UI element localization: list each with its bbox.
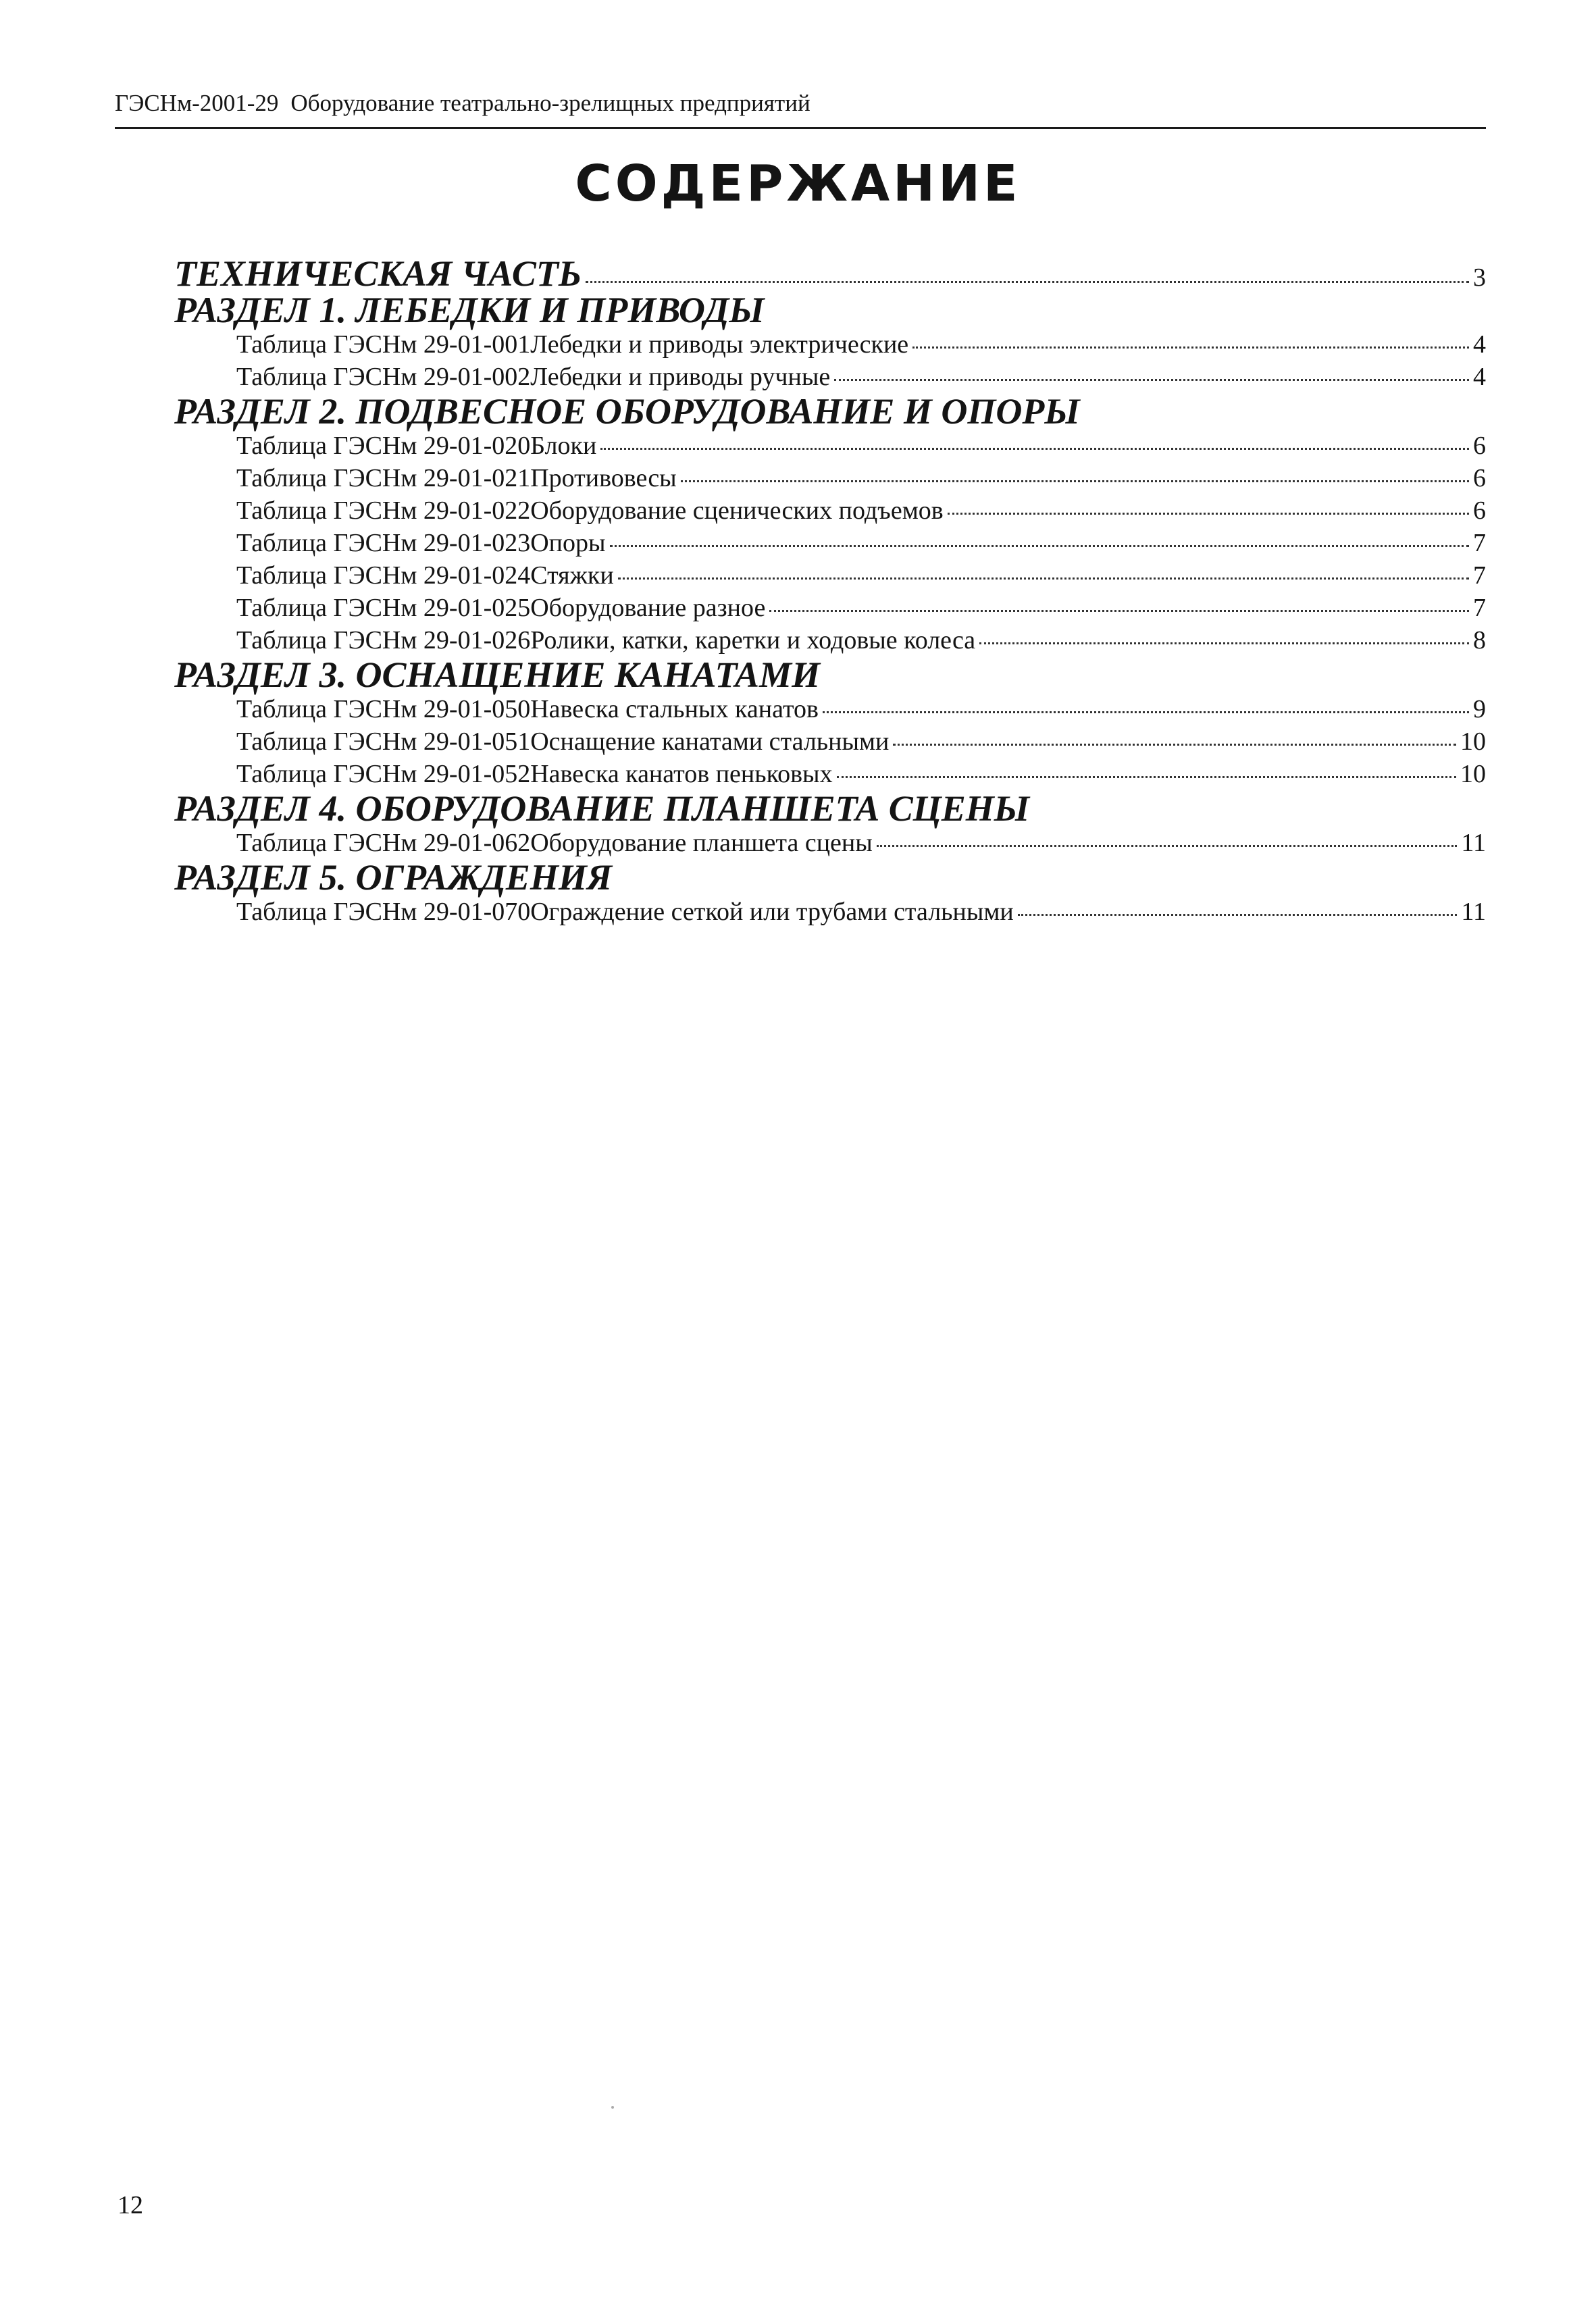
section-title: РАЗДЕЛ 5. ОГРАЖДЕНИЯ bbox=[174, 857, 613, 898]
toc-entry bbox=[174, 725, 1486, 758]
dot-leader bbox=[610, 545, 1469, 547]
table-code: Таблица ГЭСНм 29-01-001 bbox=[236, 330, 531, 359]
table-code: Таблица ГЭСНм 29-01-050 bbox=[236, 695, 531, 723]
table-code: Таблица ГЭСНм 29-01-023 bbox=[236, 529, 531, 557]
toc-entry bbox=[174, 693, 1486, 725]
entry-page-number: 4 bbox=[1473, 363, 1486, 391]
dot-leader bbox=[618, 577, 1469, 580]
entry-page-number: 7 bbox=[1473, 594, 1486, 622]
table-name: Блоки bbox=[530, 432, 597, 460]
toc-entry bbox=[174, 896, 1486, 928]
entry-page-number: 7 bbox=[1473, 529, 1486, 557]
dot-leader bbox=[834, 379, 1469, 381]
section-title: РАЗДЕЛ 2. ПОДВЕСНОЕ ОБОРУДОВАНИЕ И ОПОРЫ bbox=[174, 391, 1080, 432]
entry-page-number: 10 bbox=[1460, 727, 1486, 756]
table-name: Оснащение канатами стальными bbox=[530, 727, 890, 756]
running-header bbox=[115, 86, 1486, 129]
table-code: Таблица ГЭСНм 29-01-021 bbox=[236, 464, 531, 492]
table-name: Ролики, катки, каретки и ходовые колеса bbox=[530, 626, 976, 654]
entry-page-number: 6 bbox=[1473, 496, 1486, 525]
table-name: Оборудование сценических подъемов bbox=[530, 496, 944, 525]
table-name: Лебедки и приводы электрические bbox=[530, 330, 909, 359]
table-code: Таблица ГЭСНм 29-01-051 bbox=[236, 727, 531, 756]
dot-leader bbox=[681, 480, 1469, 482]
entry-page-number: 6 bbox=[1473, 464, 1486, 492]
table-name: Опоры bbox=[530, 529, 606, 557]
toc-section-heading bbox=[174, 790, 1486, 827]
dot-leader bbox=[769, 610, 1469, 612]
toc-entry bbox=[174, 592, 1486, 624]
toc-entry bbox=[174, 462, 1486, 494]
dot-leader bbox=[912, 346, 1469, 349]
toc-section-heading bbox=[174, 292, 1486, 328]
table-name: Оборудование разное bbox=[530, 594, 766, 622]
table-code: Таблица ГЭСНм 29-01-002 bbox=[236, 363, 531, 391]
entry-page-number: 11 bbox=[1461, 898, 1486, 926]
table-code: Таблица ГЭСНм 29-01-020 bbox=[236, 432, 531, 460]
toc-section-heading bbox=[174, 859, 1486, 896]
toc-entry bbox=[174, 494, 1486, 527]
entry-page-number: 8 bbox=[1473, 626, 1486, 654]
table-code: Таблица ГЭСНм 29-01-026 bbox=[236, 626, 531, 654]
dot-leader bbox=[948, 513, 1469, 515]
section-title: ТЕХНИЧЕСКАЯ ЧАСТЬ bbox=[174, 253, 582, 294]
table-code: Таблица ГЭСНм 29-01-052 bbox=[236, 760, 531, 788]
table-code: Таблица ГЭСНм 29-01-025 bbox=[236, 594, 531, 622]
document-title: Оборудование театрально-зрелищных предприятий bbox=[290, 90, 810, 116]
toc-section-heading bbox=[174, 393, 1486, 430]
document-code: ГЭСНм-2001-29 bbox=[115, 90, 279, 116]
entry-page-number: 10 bbox=[1460, 760, 1486, 788]
section-title: РАЗДЕЛ 4. ОБОРУДОВАНИЕ ПЛАНШЕТА СЦЕНЫ bbox=[174, 788, 1030, 829]
toc-entry bbox=[174, 758, 1486, 790]
toc-entry bbox=[174, 328, 1486, 361]
table-code: Таблица ГЭСНм 29-01-062 bbox=[236, 829, 531, 857]
toc-entry bbox=[174, 430, 1486, 462]
toc-entry bbox=[174, 527, 1486, 559]
scan-speck bbox=[611, 2106, 614, 2109]
table-name: Ограждение сеткой или трубами стальными bbox=[530, 898, 1014, 926]
toc-section-heading bbox=[174, 255, 1486, 292]
entry-page-number: 9 bbox=[1473, 695, 1486, 723]
section-title: РАЗДЕЛ 1. ЛЕБЕДКИ И ПРИВОДЫ bbox=[174, 290, 765, 330]
dot-leader bbox=[837, 776, 1456, 778]
dot-leader bbox=[979, 642, 1469, 644]
toc-entry bbox=[174, 624, 1486, 657]
entry-page-number: 11 bbox=[1461, 829, 1486, 857]
table-code: Таблица ГЭСНм 29-01-024 bbox=[236, 561, 531, 590]
dot-leader bbox=[823, 711, 1469, 713]
section-page-number: 3 bbox=[1473, 263, 1486, 292]
page-title: СОДЕРЖАНИЕ bbox=[575, 155, 1021, 213]
entry-page-number: 6 bbox=[1473, 432, 1486, 460]
toc-section-heading bbox=[174, 654, 1486, 695]
dot-leader bbox=[877, 845, 1458, 847]
dot-leader bbox=[1018, 914, 1458, 916]
table-name: Стяжки bbox=[530, 561, 614, 590]
toc-entry bbox=[174, 559, 1486, 592]
section-title: РАЗДЕЛ 3. ОСНАЩЕНИЕ КАНАТАМИ bbox=[174, 654, 821, 695]
table-code: Таблица ГЭСНм 29-01-022 bbox=[236, 496, 531, 525]
dot-leader bbox=[893, 744, 1456, 746]
dot-leader bbox=[600, 448, 1469, 450]
toc-entry bbox=[174, 361, 1486, 393]
table-name: Лебедки и приводы ручные bbox=[530, 363, 831, 391]
dot-leader bbox=[586, 281, 1469, 283]
table-of-contents bbox=[174, 255, 1486, 928]
entry-page-number: 4 bbox=[1473, 330, 1486, 359]
table-name: Оборудование планшета сцены bbox=[530, 829, 873, 857]
toc-entry bbox=[174, 827, 1486, 859]
table-code: Таблица ГЭСНм 29-01-070 bbox=[236, 898, 531, 926]
table-name: Навеска стальных канатов bbox=[530, 695, 819, 723]
table-name: Противовесы bbox=[530, 464, 677, 492]
page-number: 12 bbox=[118, 2191, 143, 2219]
entry-page-number: 7 bbox=[1473, 561, 1486, 590]
table-name: Навеска канатов пеньковых bbox=[530, 760, 833, 788]
